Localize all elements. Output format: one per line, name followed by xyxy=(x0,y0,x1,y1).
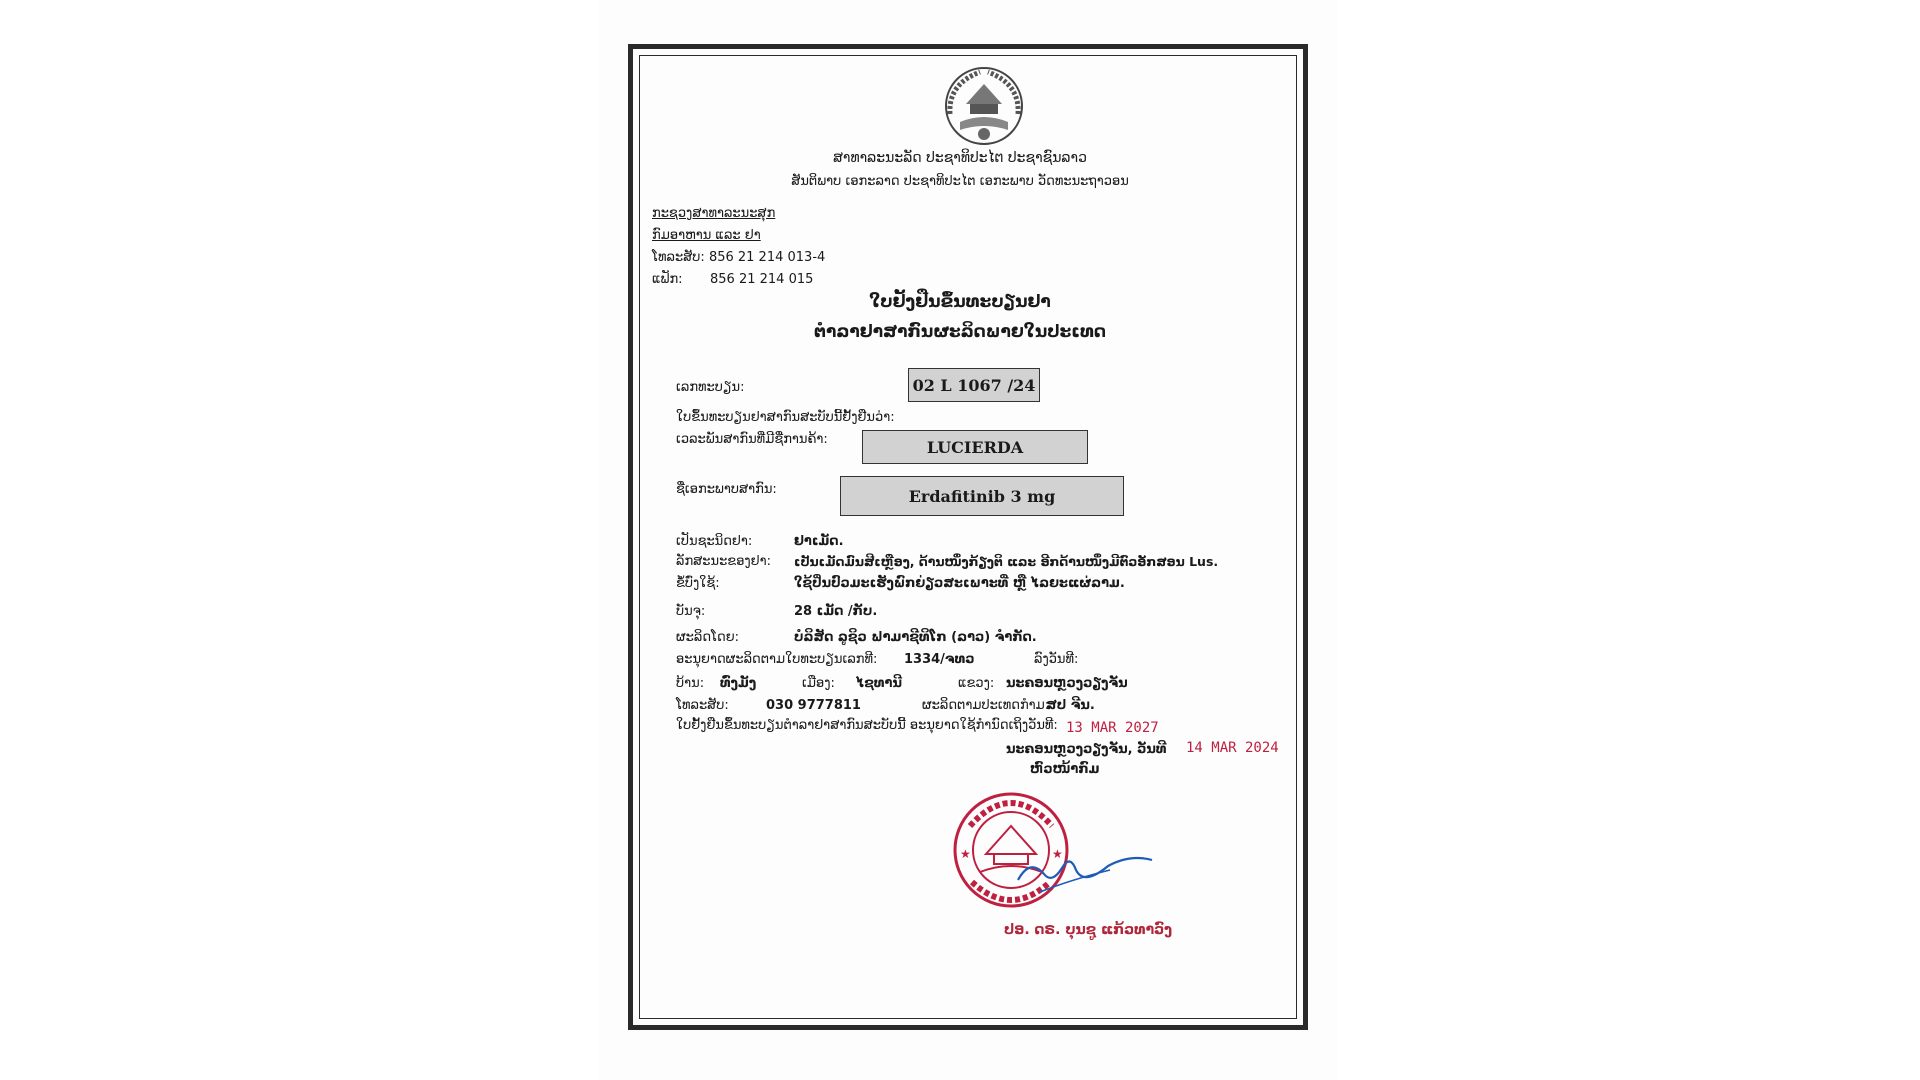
province-label: ແຂວງ: xyxy=(958,676,995,691)
district-label: ເມືອງ: xyxy=(802,676,835,691)
place-date-label: ນະຄອນຫຼວງວຽງຈັນ, ວັນທີ xyxy=(1006,742,1167,757)
detail-label: ບັນຈຸ: xyxy=(676,604,706,619)
contact-phone-label: ໂທລະສັບ: xyxy=(676,698,729,713)
province-value: ນະຄອນຫຼວງວຽງຈັນ xyxy=(1006,676,1128,691)
permit-label: ອະນຸຍາດຜະລິດຕາມໃບທະບຽນເລກທີ: xyxy=(676,652,878,667)
origin-country-label: ຜະລິດຕາມປະເທດກຳມ: xyxy=(922,698,1050,713)
generic-name-value: Erdafitinib 3 mg xyxy=(840,476,1124,516)
svg-text:★: ★ xyxy=(960,847,971,861)
signature-icon xyxy=(1010,840,1160,900)
permit-number: 1334/ຈທວ xyxy=(904,652,975,667)
detail-value: ເປັນເມັດມົນສີເຫຼືອງ, ດ້ານໜຶ່ງກ້ຽງຕິ ແລະ ອີກດ້ານໜຶ່ງມີຕົວອັກສອນ Lus. xyxy=(794,554,1219,569)
origin-country-value: ສປ ຈີນ. xyxy=(1046,698,1095,713)
svg-text:★: ★ xyxy=(1052,847,1063,861)
ministry-name: ກະຊວງສາທາລະນະສຸກ xyxy=(652,206,776,221)
registration-label: ເລກທະບຽນ: xyxy=(676,380,745,395)
ministry-phone: ໂທລະສັບ: 856 21 214 013-4 xyxy=(652,250,826,265)
motto-line: ສັນຕິພາບ ເອກະລາດ ປະຊາທິປະໄຕ ເອກະພາບ ວັດທະນະຖາວອນ xyxy=(791,174,1129,189)
village-label: ບ້ານ: xyxy=(676,676,705,691)
document-title: ໃບຢັ້ງຢືນຂຶ້ນທະບຽນຢາ xyxy=(869,292,1051,312)
national-emblem-icon xyxy=(940,64,1028,148)
detail-value: ໃຊ້ປິ່ນປົວມະເຮັງພົກຍ່ຽວສະເພາະທີ່ ຫຼື ໄລຍະແຜ່ລາມ. xyxy=(794,576,1125,591)
detail-value: ຢາເມັດ. xyxy=(794,534,844,549)
detail-value: ບໍລິສັດ ລູຊິວ ຟາມາຊີທິໂກ (ລາວ) ຈຳກັດ. xyxy=(794,630,1037,645)
signer-name: ປອ. ດຣ. ບຸນຊູ ແກ້ວທາວົງ xyxy=(1004,922,1173,938)
trade-name-value: LUCIERDA xyxy=(862,430,1088,464)
signer-role: ຫົວໜ້າກົມ xyxy=(1030,762,1100,777)
trade-name-label: ເວລະພັນສາກົນທີ່ມີຊື່ການຄ້າ: xyxy=(676,432,828,447)
permit-date-label: ລົງວັນທີ: xyxy=(1034,652,1079,667)
detail-label: ຂໍ້ບົ່ງໃຊ້: xyxy=(676,576,720,591)
detail-label: ລັກສະນະຂອງຢາ: xyxy=(676,554,772,569)
document-subtitle: ຕຳລາຢາສາກົນຜະລິດພາຍໃນປະເທດ xyxy=(813,322,1106,342)
detail-label: ເປັນຊະນິດຢາ: xyxy=(676,534,753,549)
district-value: ໄຊທານີ xyxy=(856,676,902,691)
validity-label: ໃບຢັ້ງຢືນຂຶ້ນທະບຽນຕຳລາຢາສາກົນສະບັບນີ້ ອະນຸຍາດໃຊ້ກຳນົດເຖິງວັນທີ: xyxy=(676,718,1058,733)
certifies-line: ໃບຂຶ້ນທະບຽນຢາສາກົນສະບັບນີ້ຢັ້ງຢືນວ່າ: xyxy=(676,410,895,425)
expiry-date-stamp: 13 MAR 2027 xyxy=(1066,720,1159,736)
contact-phone-value: 030 9777811 xyxy=(766,698,861,713)
registration-number: 02 L 1067 /24 xyxy=(908,368,1040,402)
issue-date-stamp: 14 MAR 2024 xyxy=(1186,740,1279,756)
detail-label: ຜະລິດໂດຍ: xyxy=(676,630,740,645)
generic-name-label: ຊື່ເອກະພາບສາກົນ: xyxy=(676,482,777,497)
ministry-fax-value: 856 21 214 015 xyxy=(710,272,814,287)
detail-value: 28 ເມັດ /ກັບ. xyxy=(794,604,878,619)
department-name: ກົມອາຫານ ແລະ ຢາ xyxy=(652,228,761,243)
village-value: ທົ່ງມັງ xyxy=(720,676,757,691)
country-line: ສາທາລະນະລັດ ປະຊາທິປະໄຕ ປະຊາຊົນລາວ xyxy=(833,150,1087,166)
ministry-fax-label: ແຟັກ: xyxy=(652,272,683,287)
